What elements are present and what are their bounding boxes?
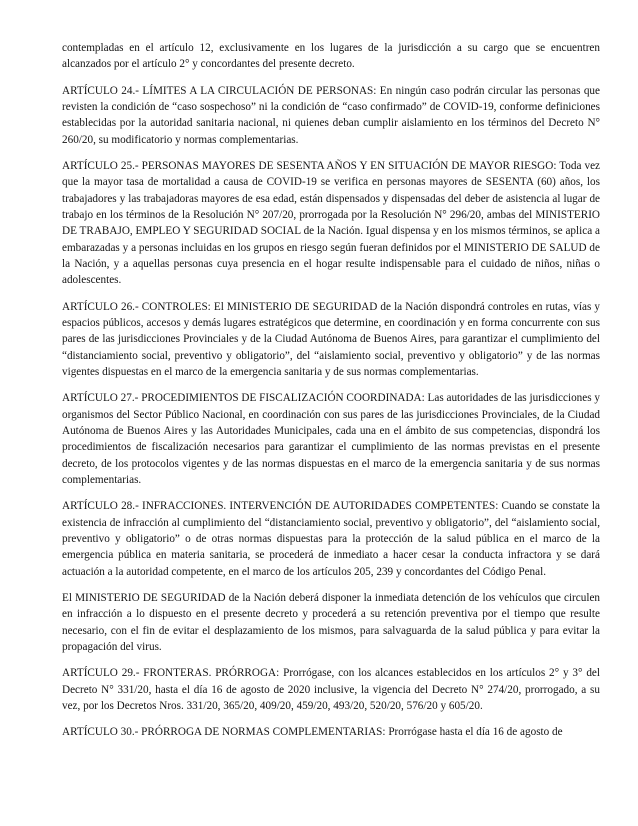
paragraph-article-25: ARTÍCULO 25.- PERSONAS MAYORES DE SESENTA AÑOS Y EN SITUACIÓN DE MAYOR RIESGO: Toda vez que la mayor tasa de mortalidad a causa de COVID-19 se verifica en personas mayores de SESENTA (60) años, los trabajadores y las trabajadoras mayores de esa edad, están dispensados y dispensadas del deber de asistencia al lugar de trabajo en los términos de la Resolución N° 207/20, prorrogada por la Resolución N° 296/20, ambas del MINISTERIO DE TRABAJO, EMPLEO Y SEGURIDAD SOCIAL de la Nación. Igual dispensa y en los mismos términos, se aplica a embarazadas y a personas incluidas en los grupos en riesgo según fueran definidos por el MINISTERIO DE SALUD de la Nación, y a aquellas personas cuya presencia en el hogar resulte indispensable para el cuidado de niños, niñas o adolescentes. bbox=[62, 160, 600, 287]
paragraph-article-27: ARTÍCULO 27.- PROCEDIMIENTOS DE FISCALIZACIÓN COORDINADA: Las autoridades de las jurisdicciones y organismos del Sector Público Nacional, en coordinación con sus pares de las jurisdicciones Provinciales, de la Ciudad Autónoma de Buenos Aires y las Autoridades Municipales, cada una en el ámbito de sus competencias, dispondrá los procedimientos de fiscalización necesarios para garantizar el cumplimiento de las normas previstas en el presente decreto, de los protocolos vigentes y de las normas dispuestas en el marco de la emergencia sanitaria y de sus normas complementarias. bbox=[62, 392, 600, 486]
paragraph-article-24: ARTÍCULO 24.- LÍMITES A LA CIRCULACIÓN DE PERSONAS: En ningún caso podrán circular las personas que revisten la condición de “caso sospechoso” ni la condición de “caso confirmado” de COVID-19, conforme definiciones establecidas por la autoridad sanitaria nacional, ni quienes deban cumplir aislamiento en los términos del Decreto N° 260/20, su modificatorio y normas complementarias. bbox=[62, 84, 600, 146]
paragraph-article-23-continuation: contempladas en el artículo 12, exclusivamente en los lugares de la jurisdicción a su cargo que se encuentren alcanzados por el artículo 2° y concordantes del presente decreto. bbox=[62, 42, 600, 71]
paragraph-article-26: ARTÍCULO 26.- CONTROLES: El MINISTERIO DE SEGURIDAD de la Nación dispondrá controles en rutas, vías y espacios públicos, accesos y demás lugares estratégicos que determine, en coordinación y en forma concurrente con sus pares de las jurisdicciones Provinciales y de la Ciudad Autónoma de Buenos Aires, para garantizar el cumplimiento del “distanciamiento social, preventivo y obligatorio”, del “aislamiento social, preventivo y obligatorio” y de las normas vigentes dispuestas en el marco de la emergencia sanitaria y de sus normas complementarias. bbox=[62, 300, 600, 378]
paragraph-article-28: ARTÍCULO 28.- INFRACCIONES. INTERVENCIÓN DE AUTORIDADES COMPETENTES: Cuando se constate la existencia de infracción al cumplimiento del “distanciamiento social, preventivo y obligatorio”, del “aislamiento social, preventivo y obligatorio” o de otras normas dispuestas para la protección de la salud pública en el marco de la emergencia pública en materia sanitaria, se procederá de inmediato a hacer cesar la conducta infractora y se dará actuación a la autoridad competente, en el marco de los artículos 205, 239 y concordantes del Código Penal. bbox=[62, 500, 600, 578]
paragraph-article-30: ARTÍCULO 30.- PRÓRROGA DE NORMAS COMPLEMENTARIAS: Prorrógase hasta el día 16 de agosto de bbox=[62, 726, 563, 739]
paragraph-article-29: ARTÍCULO 29.- FRONTERAS. PRÓRROGA: Prorrógase, con los alcances establecidos en los artículos 2° y 3° del Decreto N° 331/20, hasta el día 16 de agosto de 2020 inclusive, la vigencia del Decreto N° 274/20, prorrogado, a su vez, por los Decretos Nros. 331/20, 365/20, 409/20, 459/20, 493/20, 520/20, 576/20 y 605/20. bbox=[62, 667, 600, 712]
paragraph-article-28-vehicles: El MINISTERIO DE SEGURIDAD de la Nación deberá disponer la inmediata detención de los vehículos que circulen en infracción a lo dispuesto en el presente decreto y procederá a su retención preventiva por el tiempo que resulte necesario, con el fin de evitar el desplazamiento de los mismos, para salvaguarda de la salud pública y para evitar la propagación del virus. bbox=[62, 592, 600, 653]
document-page bbox=[62, 40, 600, 741]
